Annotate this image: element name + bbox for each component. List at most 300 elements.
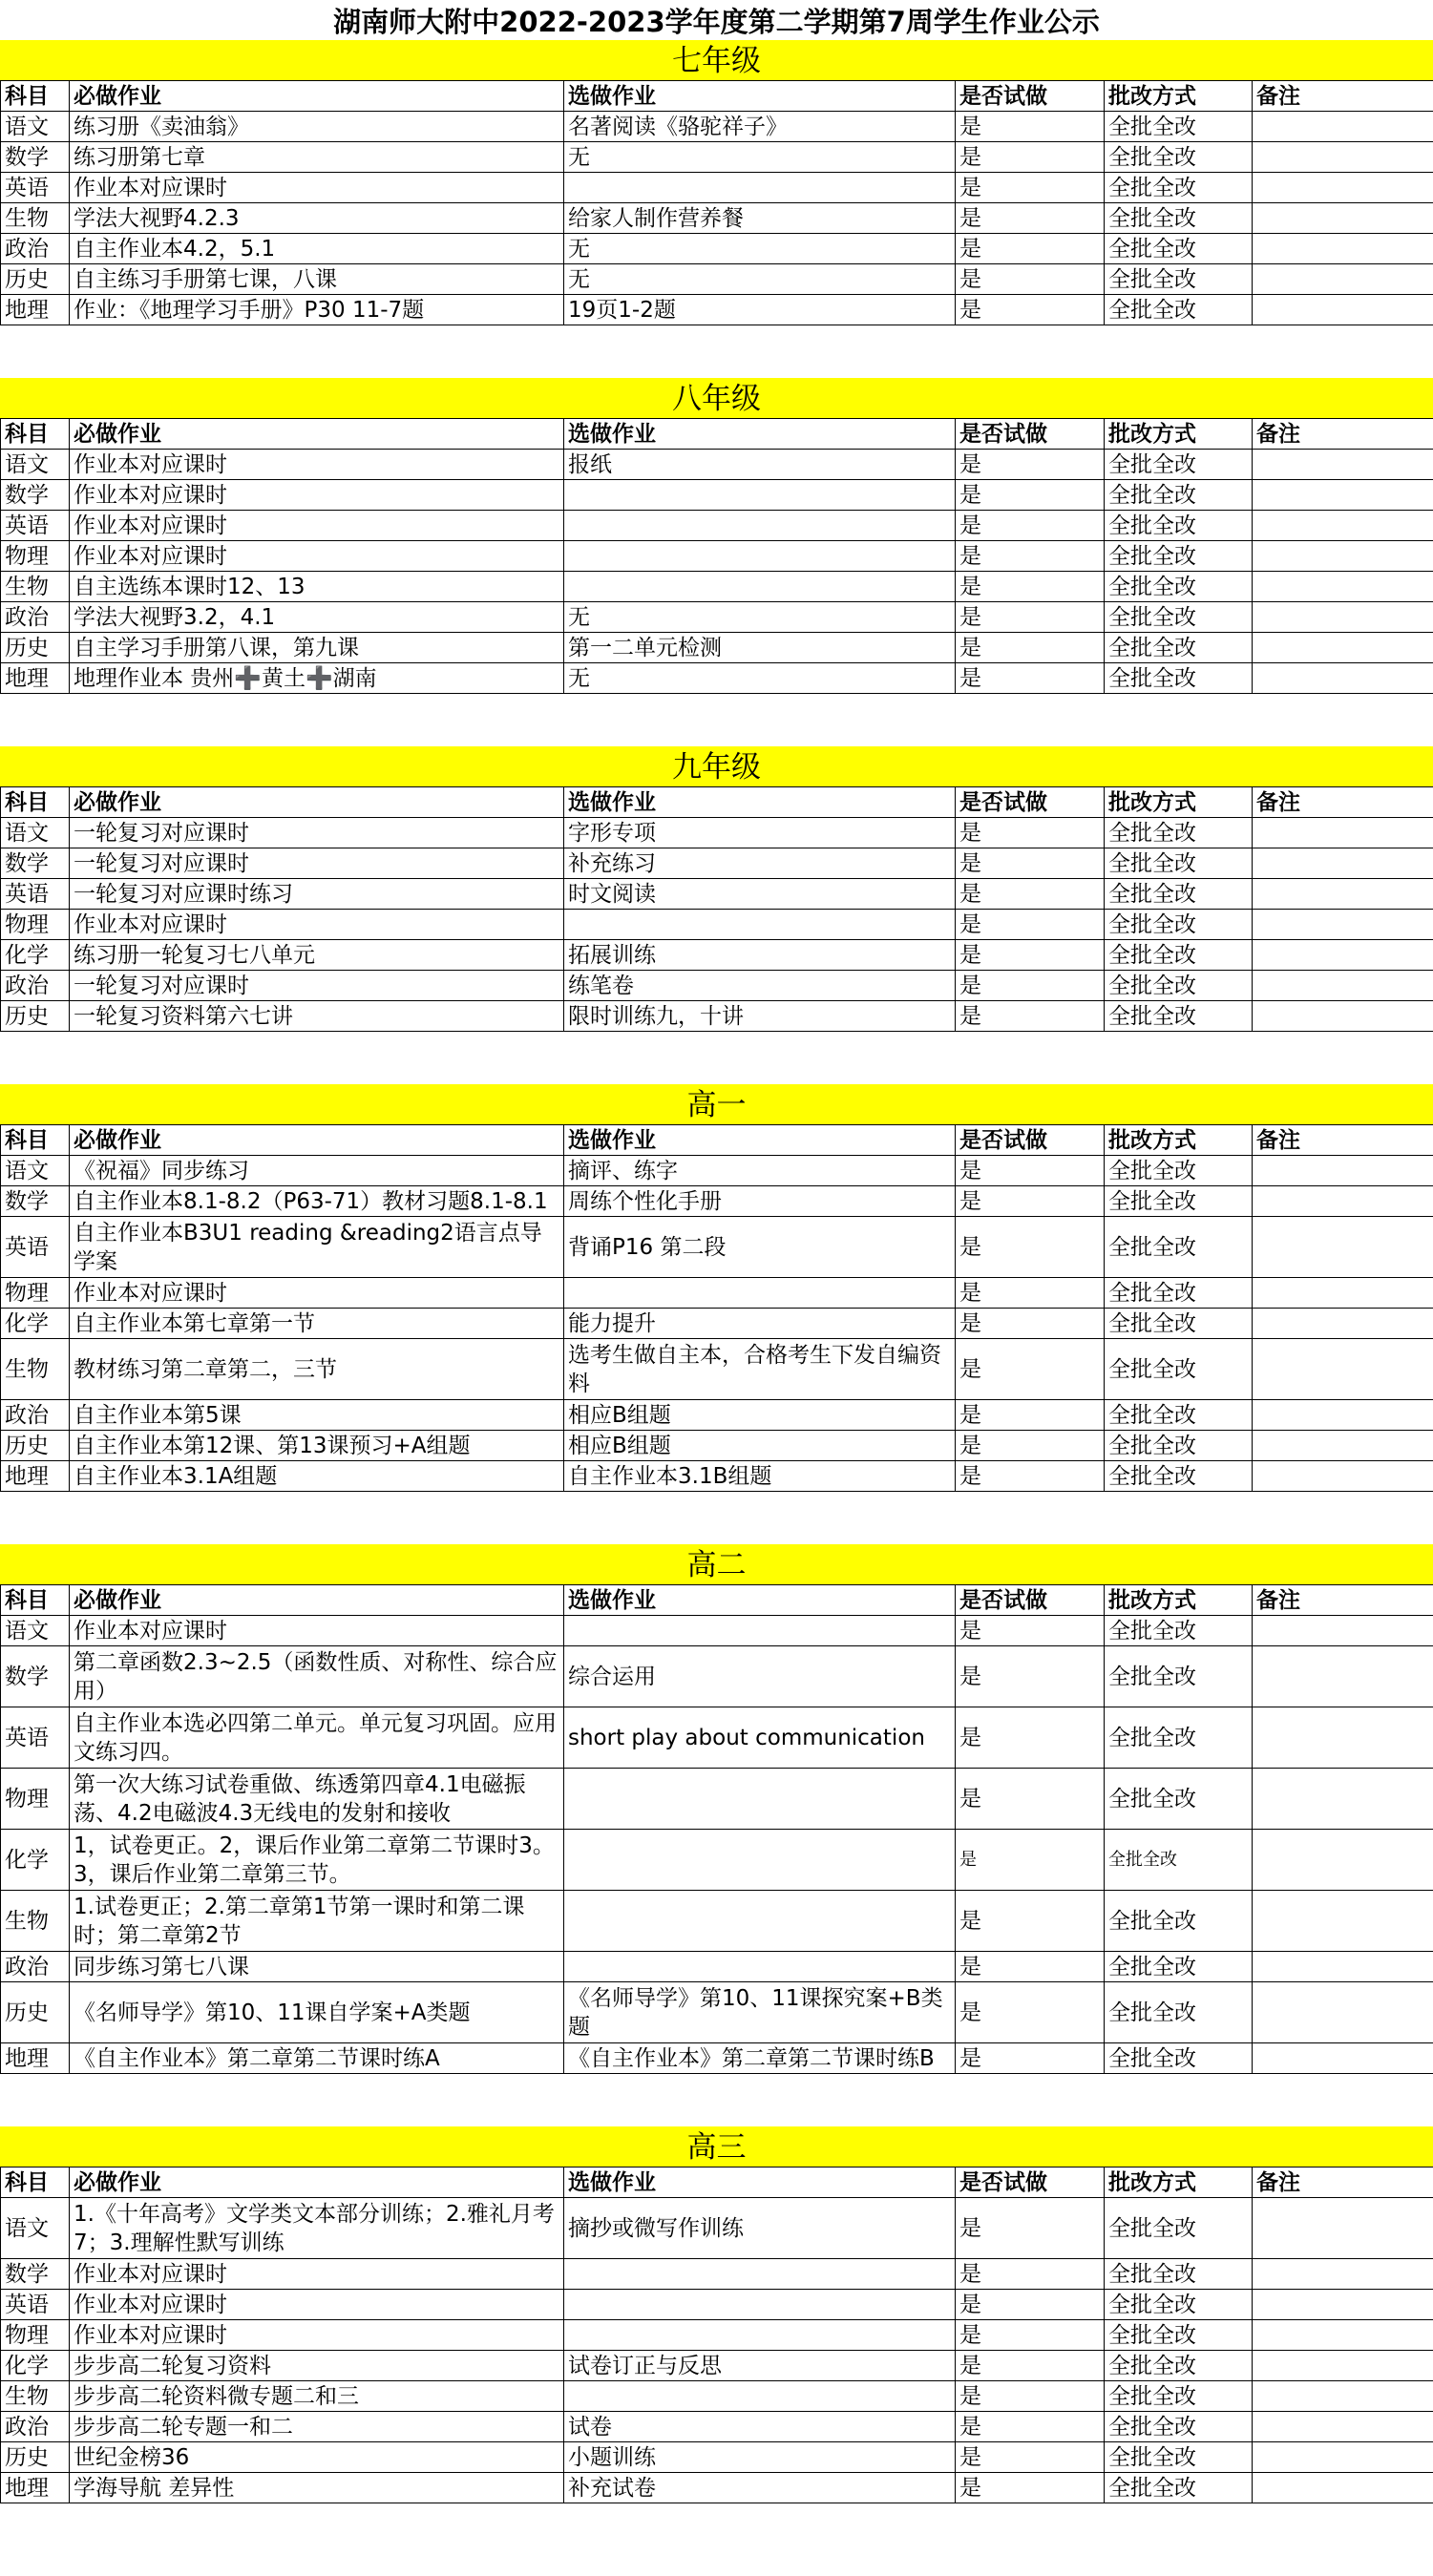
table-cell (564, 1830, 956, 1891)
table-cell: 是 (956, 1616, 1105, 1646)
grade-band: 高一 (0, 1084, 1433, 1124)
table-cell: 周练个性化手册 (564, 1186, 956, 1217)
table-row (1, 1400, 1433, 1431)
table-cell: 时文阅读 (564, 879, 956, 910)
table-cell: 政治 (1, 971, 70, 1001)
table-cell (1253, 910, 1433, 940)
table-cell: 地理 (1, 1461, 70, 1492)
table-cell: 第一次大练习试卷重做、练透第四章4.1电磁振荡、4.2电磁波4.3无线电的发射和接收 (70, 1769, 564, 1830)
table-cell: 全批全改 (1105, 1891, 1253, 1952)
column-header: 批改方式 (1105, 787, 1253, 818)
section-gap (0, 2074, 1433, 2126)
column-header: 是否试做 (956, 787, 1105, 818)
table-cell: 是 (956, 1400, 1105, 1431)
table-cell: 报纸 (564, 450, 956, 480)
table-cell: 是 (956, 2473, 1105, 2503)
table-cell: 全批全改 (1105, 2320, 1253, 2351)
table-row (1, 541, 1433, 572)
table-cell: 自主作业本3.1A组题 (70, 1461, 564, 1492)
table-cell (564, 1616, 956, 1646)
column-header: 批改方式 (1105, 1125, 1253, 1156)
table-cell: 是 (956, 264, 1105, 295)
table-cell (1253, 1830, 1433, 1891)
table-cell: 作业本对应课时 (70, 2259, 564, 2290)
table-cell: 试卷 (564, 2412, 956, 2442)
table-cell: 物理 (1, 2320, 70, 2351)
table-cell: 全批全改 (1105, 633, 1253, 663)
table-cell (1253, 2043, 1433, 2074)
table-cell (1253, 2442, 1433, 2473)
column-header: 是否试做 (956, 81, 1105, 112)
table-cell: 《名师导学》第10、11课自学案+A类题 (70, 1982, 564, 2043)
table-cell: 《名师导学》第10、11课探究案+B类题 (564, 1982, 956, 2043)
table-cell (1253, 572, 1433, 602)
column-header: 批改方式 (1105, 419, 1253, 450)
table-cell: 作业本对应课时 (70, 2290, 564, 2320)
table-cell: 自主作业本第12课、第13课预习+A组题 (70, 1431, 564, 1461)
table-cell: 是 (956, 2381, 1105, 2412)
table-cell: 是 (956, 450, 1105, 480)
table-cell: 补充练习 (564, 848, 956, 879)
column-header: 必做作业 (70, 787, 564, 818)
table-cell: 是 (956, 1952, 1105, 1982)
table-cell (564, 910, 956, 940)
table-cell (564, 480, 956, 511)
table-cell (1253, 1431, 1433, 1461)
table-row (1, 2412, 1433, 2442)
column-header: 科目 (1, 1585, 70, 1616)
table-cell: 全批全改 (1105, 1217, 1253, 1278)
table-cell: 是 (956, 2043, 1105, 2074)
table-cell: 第二章函数2.3~2.5（函数性质、对称性、综合应用） (70, 1646, 564, 1707)
table-cell: short play about communication (564, 1707, 956, 1769)
table-cell: 历史 (1, 633, 70, 663)
column-header: 是否试做 (956, 2168, 1105, 2198)
table-cell: 地理 (1, 2043, 70, 2074)
table-cell: 化学 (1, 2351, 70, 2381)
table-header-row (1, 81, 1433, 112)
table-cell (1253, 1156, 1433, 1186)
column-header: 是否试做 (956, 1585, 1105, 1616)
table-cell: 自主作业本4.2，5.1 (70, 234, 564, 264)
table-cell: 是 (956, 1707, 1105, 1769)
table-cell: 全批全改 (1105, 203, 1253, 234)
column-header: 选做作业 (564, 1585, 956, 1616)
table-cell (1253, 971, 1433, 1001)
table-row (1, 295, 1433, 325)
grade-band: 高二 (0, 1544, 1433, 1584)
section-gap (0, 694, 1433, 746)
table-row (1, 1309, 1433, 1339)
table-cell: 全批全改 (1105, 1982, 1253, 2043)
table-cell (1253, 450, 1433, 480)
table-cell: 拓展训练 (564, 940, 956, 971)
table-cell: 自主作业本第5课 (70, 1400, 564, 1431)
table-row (1, 1001, 1433, 1032)
table-cell: 是 (956, 142, 1105, 173)
table-header-row (1, 419, 1433, 450)
table-cell (1253, 1278, 1433, 1309)
table-cell: 全批全改 (1105, 940, 1253, 971)
table-cell: 政治 (1, 1400, 70, 1431)
table-cell: 第一二单元检测 (564, 633, 956, 663)
table-cell: 数学 (1, 1646, 70, 1707)
table-cell: 是 (956, 2259, 1105, 2290)
grade-band: 八年级 (0, 378, 1433, 418)
table-cell: 是 (956, 940, 1105, 971)
table-row (1, 112, 1433, 142)
column-header: 选做作业 (564, 419, 956, 450)
column-header: 是否试做 (956, 1125, 1105, 1156)
table-cell: 全批全改 (1105, 2259, 1253, 2290)
table-cell: 历史 (1, 2442, 70, 2473)
table-cell: 数学 (1, 848, 70, 879)
table-cell: 相应B组题 (564, 1431, 956, 1461)
table-cell: 《祝福》同步练习 (70, 1156, 564, 1186)
column-header: 备注 (1253, 787, 1433, 818)
table-cell: 语文 (1, 1616, 70, 1646)
table-cell: 全批全改 (1105, 2473, 1253, 2503)
table-cell: 作业本对应课时 (70, 1278, 564, 1309)
table-cell: 政治 (1, 1952, 70, 1982)
table-cell: 作业本对应课时 (70, 1616, 564, 1646)
table-cell: 同步练习第七八课 (70, 1952, 564, 1982)
table-cell (1253, 142, 1433, 173)
table-cell: 化学 (1, 940, 70, 971)
table-cell: 字形专项 (564, 818, 956, 848)
table-row (1, 450, 1433, 480)
sheet-title: 湖南师大附中2022-2023学年度第二学期第7周学生作业公示 (333, 6, 1100, 38)
table-row (1, 971, 1433, 1001)
table-cell (564, 2259, 956, 2290)
table-row (1, 2381, 1433, 2412)
column-header: 备注 (1253, 419, 1433, 450)
table-row (1, 203, 1433, 234)
table-cell: 全批全改 (1105, 450, 1253, 480)
table-cell (1253, 848, 1433, 879)
column-header: 选做作业 (564, 1125, 956, 1156)
table-cell: 是 (956, 173, 1105, 203)
table-row (1, 1278, 1433, 1309)
table-cell: 数学 (1, 1186, 70, 1217)
table-cell (564, 511, 956, 541)
grade-band: 九年级 (0, 746, 1433, 786)
table-row (1, 2473, 1433, 2503)
table-cell: 作业本对应课时 (70, 910, 564, 940)
homework-table (0, 786, 1433, 1032)
table-cell (1253, 511, 1433, 541)
table-row (1, 602, 1433, 633)
table-cell: 是 (956, 1001, 1105, 1032)
column-header: 必做作业 (70, 1125, 564, 1156)
table-cell: 是 (956, 1769, 1105, 1830)
table-cell (1253, 1186, 1433, 1217)
table-cell: 一轮复习对应课时 (70, 971, 564, 1001)
table-cell: 练笔卷 (564, 971, 956, 1001)
table-cell (1253, 1891, 1433, 1952)
table-cell: 是 (956, 1646, 1105, 1707)
table-cell: 地理 (1, 2473, 70, 2503)
table-cell: 是 (956, 2320, 1105, 2351)
table-cell: 世纪金榜36 (70, 2442, 564, 2473)
table-cell: 相应B组题 (564, 1400, 956, 1431)
table-cell (564, 541, 956, 572)
table-cell: 是 (956, 848, 1105, 879)
column-header: 备注 (1253, 2168, 1433, 2198)
table-cell: 物理 (1, 910, 70, 940)
table-cell: 全批全改 (1105, 2198, 1253, 2259)
table-cell: 生物 (1, 2381, 70, 2412)
table-cell: 是 (956, 1217, 1105, 1278)
column-header: 批改方式 (1105, 1585, 1253, 1616)
table-cell: 自主作业本选必四第二单元。单元复习巩固。应用文练习四。 (70, 1707, 564, 1769)
table-cell: 全批全改 (1105, 1156, 1253, 1186)
table-cell (1253, 2198, 1433, 2259)
table-cell (564, 2290, 956, 2320)
table-cell: 是 (956, 663, 1105, 694)
table-cell: 语文 (1, 818, 70, 848)
table-row (1, 1982, 1433, 2043)
table-cell: 摘抄或微写作训练 (564, 2198, 956, 2259)
table-cell: 背诵P16 第二段 (564, 1217, 956, 1278)
table-cell: 无 (564, 663, 956, 694)
table-cell: 数学 (1, 142, 70, 173)
table-row (1, 1830, 1433, 1891)
table-cell: 无 (564, 142, 956, 173)
table-cell: 生物 (1, 1891, 70, 1952)
table-cell: 1.试卷更正；2.第二章第1节第一课时和第二课时；第二章第2节 (70, 1891, 564, 1952)
table-cell: 是 (956, 879, 1105, 910)
table-cell: 1，试卷更正。2，课后作业第二章第二节课时3。3，课后作业第二章第三节。 (70, 1830, 564, 1891)
table-cell: 《自主作业本》第二章第二节课时练A (70, 2043, 564, 2074)
table-cell: 自主作业本B3U1 reading &reading2语言点导学案 (70, 1217, 564, 1278)
table-cell: 全批全改 (1105, 910, 1253, 940)
table-cell: 生物 (1, 1339, 70, 1400)
table-cell: 全批全改 (1105, 1830, 1253, 1891)
table-cell (1253, 1769, 1433, 1830)
table-cell: 全批全改 (1105, 2043, 1253, 2074)
table-row (1, 234, 1433, 264)
section-gap (0, 1492, 1433, 1544)
table-cell (1253, 818, 1433, 848)
table-cell: 一轮复习对应课时练习 (70, 879, 564, 910)
table-cell: 全批全改 (1105, 879, 1253, 910)
table-row (1, 572, 1433, 602)
table-cell: 作业本对应课时 (70, 2320, 564, 2351)
table-cell: 是 (956, 1891, 1105, 1952)
table-cell: 自主作业本8.1-8.2（P63-71）教材习题8.1-8.1 (70, 1186, 564, 1217)
table-row (1, 1431, 1433, 1461)
table-cell: 自主学习手册第八课，第九课 (70, 633, 564, 663)
table-cell: 全批全改 (1105, 264, 1253, 295)
table-row (1, 2320, 1433, 2351)
table-cell (564, 2320, 956, 2351)
table-header-row (1, 787, 1433, 818)
table-cell (1253, 2412, 1433, 2442)
table-cell: 是 (956, 2412, 1105, 2442)
table-cell: 摘评、练字 (564, 1156, 956, 1186)
table-cell (1253, 1707, 1433, 1769)
table-cell (1253, 1952, 1433, 1982)
table-cell: 名著阅读《骆驼祥子》 (564, 112, 956, 142)
table-row (1, 480, 1433, 511)
homework-table (0, 418, 1433, 694)
table-cell: 全批全改 (1105, 2412, 1253, 2442)
table-cell: 物理 (1, 1769, 70, 1830)
table-cell: 是 (956, 633, 1105, 663)
column-header: 选做作业 (564, 787, 956, 818)
sections-container (0, 40, 1433, 2511)
table-row (1, 818, 1433, 848)
table-cell: 全批全改 (1105, 1278, 1253, 1309)
table-cell: 是 (956, 2198, 1105, 2259)
table-row (1, 1616, 1433, 1646)
table-cell (564, 1952, 956, 1982)
table-row (1, 2259, 1433, 2290)
table-cell: 全批全改 (1105, 602, 1253, 633)
table-cell: 语文 (1, 112, 70, 142)
grade-band: 七年级 (0, 40, 1433, 80)
table-row (1, 1891, 1433, 1952)
table-cell: 英语 (1, 511, 70, 541)
table-row (1, 1952, 1433, 1982)
table-cell (1253, 2259, 1433, 2290)
table-cell: 全批全改 (1105, 541, 1253, 572)
table-cell: 全批全改 (1105, 1952, 1253, 1982)
table-row (1, 2043, 1433, 2074)
table-cell: 全批全改 (1105, 971, 1253, 1001)
table-cell: 政治 (1, 2412, 70, 2442)
table-cell: 历史 (1, 1982, 70, 2043)
table-cell: 英语 (1, 1217, 70, 1278)
table-cell (1253, 234, 1433, 264)
table-cell: 物理 (1, 541, 70, 572)
table-cell: 一轮复习对应课时 (70, 818, 564, 848)
table-cell: 全批全改 (1105, 480, 1253, 511)
table-cell: 全批全改 (1105, 295, 1253, 325)
table-header-row (1, 1125, 1433, 1156)
table-cell: 历史 (1, 1001, 70, 1032)
table-cell (1253, 1461, 1433, 1492)
table-cell: 政治 (1, 234, 70, 264)
table-cell: 是 (956, 511, 1105, 541)
table-cell: 全批全改 (1105, 1339, 1253, 1400)
column-header: 科目 (1, 419, 70, 450)
table-row (1, 848, 1433, 879)
column-header: 必做作业 (70, 2168, 564, 2198)
column-header: 备注 (1253, 81, 1433, 112)
table-cell: 英语 (1, 173, 70, 203)
homework-table (0, 80, 1433, 325)
table-row (1, 940, 1433, 971)
table-cell: 学海导航 差异性 (70, 2473, 564, 2503)
table-cell: 语文 (1, 1156, 70, 1186)
table-row (1, 1339, 1433, 1400)
table-cell (1253, 2473, 1433, 2503)
table-cell: 作业本对应课时 (70, 480, 564, 511)
table-cell: 全批全改 (1105, 818, 1253, 848)
table-cell (1253, 2381, 1433, 2412)
column-header: 选做作业 (564, 2168, 956, 2198)
table-cell: 是 (956, 1156, 1105, 1186)
table-cell: 学法大视野3.2，4.1 (70, 602, 564, 633)
table-cell: 是 (956, 818, 1105, 848)
table-row (1, 663, 1433, 694)
table-cell: 全批全改 (1105, 1707, 1253, 1769)
table-cell: 无 (564, 264, 956, 295)
table-cell: 全批全改 (1105, 173, 1253, 203)
table-cell: 全批全改 (1105, 511, 1253, 541)
table-cell: 是 (956, 2351, 1105, 2381)
table-cell: 全批全改 (1105, 142, 1253, 173)
table-row (1, 1186, 1433, 1217)
table-cell: 作业本对应课时 (70, 541, 564, 572)
table-row (1, 1707, 1433, 1769)
column-header: 是否试做 (956, 419, 1105, 450)
table-cell: 选考生做自主本，合格考生下发自编资料 (564, 1339, 956, 1400)
table-cell: 全批全改 (1105, 2381, 1253, 2412)
table-cell: 生物 (1, 572, 70, 602)
table-cell (564, 1769, 956, 1830)
column-header: 批改方式 (1105, 81, 1253, 112)
table-cell: 是 (956, 1830, 1105, 1891)
table-cell (1253, 1616, 1433, 1646)
column-header: 必做作业 (70, 419, 564, 450)
table-cell: 是 (956, 480, 1105, 511)
table-cell: 是 (956, 971, 1105, 1001)
homework-table (0, 2167, 1433, 2503)
table-row (1, 2442, 1433, 2473)
table-cell: 数学 (1, 2259, 70, 2290)
table-cell: 作业本对应课时 (70, 450, 564, 480)
section-gap (0, 2503, 1433, 2511)
table-cell: 全批全改 (1105, 1616, 1253, 1646)
table-cell (564, 1278, 956, 1309)
table-cell: 是 (956, 112, 1105, 142)
table-cell: 英语 (1, 2290, 70, 2320)
table-cell (564, 1891, 956, 1952)
table-cell: 全批全改 (1105, 1646, 1253, 1707)
table-cell: 自主练习手册第七课，八课 (70, 264, 564, 295)
table-row (1, 173, 1433, 203)
table-cell (1253, 480, 1433, 511)
grade-band: 高三 (0, 2126, 1433, 2167)
table-cell: 生物 (1, 203, 70, 234)
column-header: 科目 (1, 787, 70, 818)
table-row (1, 2198, 1433, 2259)
table-header-row (1, 1585, 1433, 1616)
table-row (1, 910, 1433, 940)
table-cell (1253, 1400, 1433, 1431)
table-cell: 英语 (1, 879, 70, 910)
table-cell: 步步高二轮资料微专题二和三 (70, 2381, 564, 2412)
table-header-row (1, 2168, 1433, 2198)
column-header: 必做作业 (70, 81, 564, 112)
table-cell: 无 (564, 602, 956, 633)
table-cell: 步步高二轮专题一和二 (70, 2412, 564, 2442)
table-cell: 是 (956, 234, 1105, 264)
column-header: 批改方式 (1105, 2168, 1253, 2198)
table-cell: 是 (956, 541, 1105, 572)
table-cell (1253, 663, 1433, 694)
column-header: 选做作业 (564, 81, 956, 112)
table-cell: 全批全改 (1105, 1186, 1253, 1217)
table-cell: 历史 (1, 264, 70, 295)
table-cell: 《自主作业本》第二章第二节课时练B (564, 2043, 956, 2074)
table-cell: 自主选练本课时12、13 (70, 572, 564, 602)
table-cell: 化学 (1, 1830, 70, 1891)
column-header: 科目 (1, 1125, 70, 1156)
